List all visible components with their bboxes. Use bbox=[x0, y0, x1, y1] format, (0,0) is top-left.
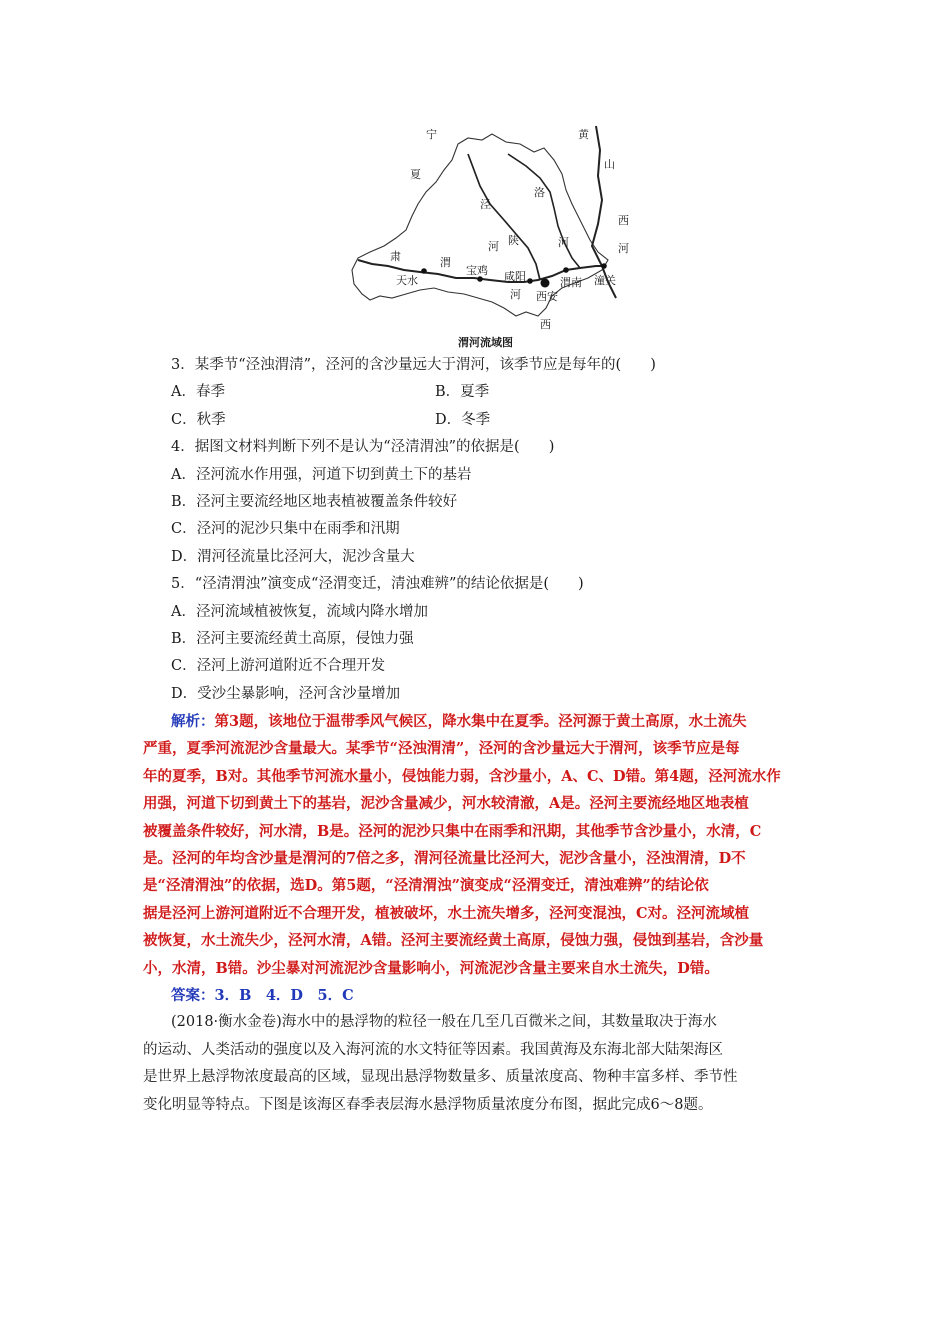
analysis-line: 年的夏季，B对。其他季节河流水量小，侵蚀能力弱，含沙量小，A、C、D错。第4题，泾河流水作 bbox=[143, 767, 781, 785]
weihe-basin-map bbox=[340, 120, 640, 352]
map-label: 夏 bbox=[410, 168, 421, 181]
option-c: C．泾河上游河道附近不合理开发 bbox=[171, 658, 386, 675]
map-label: 河 bbox=[510, 288, 521, 301]
question-3-stem: 3．某季节“泾浊渭清”，泾河的含沙量远大于渭河，该季节应是每年的( ) bbox=[171, 357, 656, 373]
map-label: 陕 bbox=[508, 234, 519, 247]
option-d: D．冬季 bbox=[435, 411, 491, 428]
document-body bbox=[143, 352, 803, 1119]
map-label: 宝鸡 bbox=[466, 264, 488, 277]
xian-dot bbox=[541, 279, 550, 288]
option-b: B．夏季 bbox=[435, 384, 490, 401]
yellow-river bbox=[592, 126, 616, 298]
xianyang-dot bbox=[527, 278, 533, 284]
question-3-options-row-1 bbox=[143, 379, 803, 406]
passage-line: 的运动、人类活动的强度以及入海河流的水文特征等因素。我国黄海及东海北部大陆架海区 bbox=[143, 1041, 723, 1058]
question-4-stem: 4．据图文材料判断下列不是认为“泾清渭浊”的依据是( ) bbox=[171, 439, 555, 456]
map-label: 肃 bbox=[390, 250, 401, 263]
jing-river bbox=[468, 154, 540, 280]
passage-line: (2018·衡水金卷)海水中的悬浮物的粒径一般在几至几百微米之间，其数量取决于海水 bbox=[171, 1014, 717, 1031]
map-label: 泾 bbox=[480, 198, 491, 211]
analysis-label: 解析： bbox=[171, 713, 215, 731]
question-5-stem: 5．“泾清渭浊”演变成“泾渭变迁，清浊难辨”的结论依据是( ) bbox=[171, 576, 584, 593]
option-b: B．泾河主要流经黄土高原，侵蚀力强 bbox=[171, 630, 414, 647]
analysis-text: 第3题，该地位于温带季风气候区，降水集中在夏季。泾河源于黄土高原，水土流失 bbox=[214, 713, 747, 731]
map-label: 山 bbox=[604, 158, 615, 171]
analysis-line: 是。泾河的年均含沙量是渭河的7倍之多，渭河径流量比泾河大，泥沙含量小，泾浊渭清，D不 bbox=[143, 850, 746, 868]
map-label: 潼关 bbox=[594, 274, 616, 287]
map-label: 渭 bbox=[440, 256, 451, 269]
answer-text: 3．B 4．D 5．C bbox=[214, 986, 354, 1004]
baoji-dot bbox=[477, 276, 483, 282]
map-label: 洛 bbox=[534, 186, 545, 199]
question-3-options-row-2 bbox=[143, 407, 803, 434]
map-label: 西 bbox=[540, 318, 551, 331]
map-label: 河 bbox=[558, 236, 569, 249]
map-label: 黄 bbox=[578, 128, 589, 141]
analysis-line: 被覆盖条件较好，河水清，B是。泾河的泥沙只集中在雨季和汛期，其他季节含沙量小，水清，C bbox=[143, 822, 762, 840]
analysis-line: 严重，夏季河流泥沙含量最大。某季节“泾浊渭清”，泾河的含沙量远大于渭河，该季节应是每 bbox=[143, 740, 740, 758]
option-c: C．秋季 bbox=[171, 411, 226, 428]
map-label: 河 bbox=[488, 240, 499, 253]
luo-river bbox=[508, 154, 580, 268]
map-label: 西 bbox=[618, 214, 629, 227]
map-label: 宁 bbox=[426, 128, 437, 141]
map-label: 西安 bbox=[536, 290, 558, 303]
analysis-line: 小，水清，B错。沙尘暴对河流泥沙含量影响小，河流泥沙含量主要来自水土流失，D错。 bbox=[143, 959, 719, 977]
map-caption: 渭河流域图 bbox=[458, 336, 513, 349]
answer-label: 答案： bbox=[171, 986, 215, 1004]
analysis-line bbox=[143, 708, 803, 735]
analysis-line: 被恢复，水土流失少，泾河水清，A错。泾河主要流经黄土高原，侵蚀力强，侵蚀到基岩，含沙量 bbox=[143, 932, 764, 950]
weinan-dot bbox=[563, 267, 569, 273]
map-label: 河 bbox=[618, 242, 629, 255]
option-a: A．春季 bbox=[171, 384, 225, 401]
tongguan-dot bbox=[601, 263, 607, 269]
map-label: 渭南 bbox=[560, 276, 582, 289]
option-d: D．渭河径流量比泾河大，泥沙含量大 bbox=[171, 548, 415, 565]
map-label: 天水 bbox=[396, 274, 418, 287]
analysis-line: 用强，河道下切到黄土下的基岩，泥沙含量减少，河水较清澈，A是。泾河主要流经地区地表植 bbox=[143, 795, 749, 813]
passage-line: 变化明显等特点。下图是该海区春季表层海水悬浮物质量浓度分布图，据此完成6～8题。 bbox=[143, 1096, 713, 1113]
map-label: 咸阳 bbox=[504, 270, 526, 283]
analysis-line: 是“泾清渭浊”的依据，选D。第5题，“泾清渭浊”演变成“泾渭变迁，清浊难辨”的结论依 bbox=[143, 877, 709, 895]
option-a: A．泾河流域植被恢复，流域内降水增加 bbox=[171, 603, 428, 620]
option-b: B．泾河主要流经地区地表植被覆盖条件较好 bbox=[171, 493, 458, 510]
option-c: C．泾河的泥沙只集中在雨季和汛期 bbox=[171, 521, 400, 538]
answer-line bbox=[143, 982, 803, 1009]
option-d: D．受沙尘暴影响，泾河含沙量增加 bbox=[171, 685, 401, 702]
option-a: A．泾河流水作用强，河道下切到黄土下的基岩 bbox=[171, 466, 472, 483]
analysis-line: 据是泾河上游河道附近不合理开发，植被破坏，水土流失增多，泾河变混浊，C对。泾河流域植 bbox=[143, 904, 750, 922]
map-drawing bbox=[340, 120, 640, 352]
tianshui-dot bbox=[421, 268, 427, 274]
passage-line: 是世界上悬浮物浓度最高的区域，显现出悬浮物数量多、质量浓度高、物种丰富多样、季节性 bbox=[143, 1069, 738, 1086]
